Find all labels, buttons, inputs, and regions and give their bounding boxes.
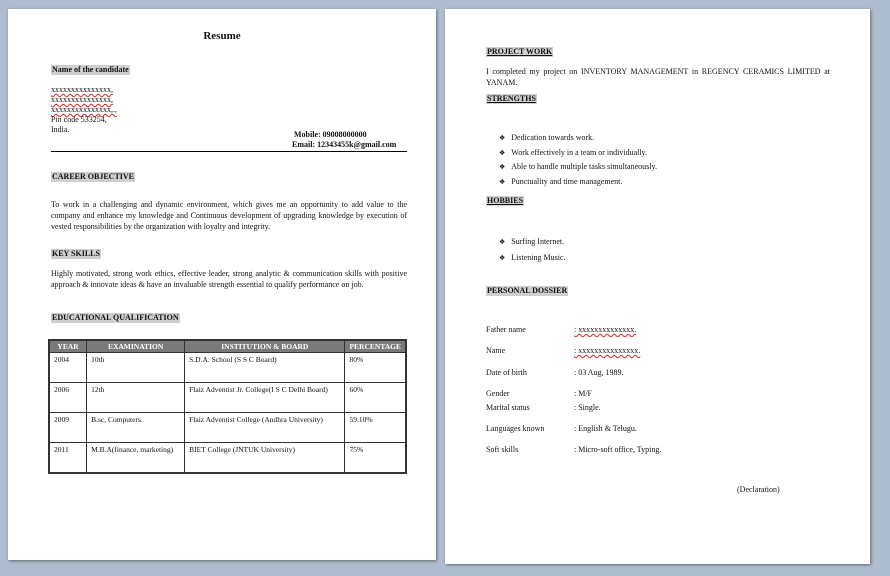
resume-page-2 [445, 9, 870, 564]
name-heading: Name of the candidate [52, 65, 129, 74]
cell-percentage: 59.10% [345, 413, 406, 443]
dossier-value: : English & Telugu. [574, 424, 637, 433]
diamond-bullet-icon: ❖ [499, 134, 506, 143]
cell-year: 2009 [49, 413, 87, 443]
cell-institution: S.D.A. School (S S C Board) [185, 353, 345, 383]
email-text: Email: 12343455k@gmail.com [292, 140, 397, 149]
hobbies-list [499, 234, 566, 266]
declaration-text: (Declaration) [737, 485, 780, 494]
cell-institution: BIET College (JNTUK University) [185, 443, 345, 474]
cell-examination: M.B.A(finance, marketing) [87, 443, 185, 474]
cell-percentage: 60% [345, 383, 406, 413]
cell-examination: B.sc, Computers. [87, 413, 185, 443]
cell-institution: Flaiz Adventist College (Andhra University) [185, 413, 345, 443]
key-skills-heading: KEY SKILLS [52, 249, 100, 258]
dossier-row [486, 368, 661, 389]
address-line-1: xxxxxxxxxxxxxxx, [51, 85, 113, 94]
dossier-label: Languages known [486, 424, 545, 433]
header-examination: EXAMINATION [87, 340, 185, 353]
list-item: ❖ Surfing Internet. [499, 237, 565, 246]
cell-year: 2004 [49, 353, 87, 383]
cell-year: 2006 [49, 383, 87, 413]
list-item: ❖ Listening Music. [499, 253, 566, 262]
dossier-row [486, 445, 661, 459]
list-item: ❖ Dedication towards work. [499, 133, 595, 143]
dossier-label: Marital status [486, 403, 530, 412]
list-item: ❖ Work effectively in a team or individually. [499, 147, 648, 157]
cell-percentage: 75% [345, 443, 406, 474]
dossier-row [486, 424, 661, 445]
key-skills-text: Highly motivated, strong work ethics, effective leader, strong analytic & communication skills with positive approach & innovate ideas & have an invaluable strength essential to qualify performance on job. [51, 269, 407, 289]
strengths-heading: STRENGTHS [487, 94, 536, 103]
resume-page-1 [8, 9, 436, 560]
cell-percentage: 80% [345, 353, 406, 383]
table-header-row [49, 340, 406, 353]
diamond-bullet-icon: ❖ [499, 238, 506, 246]
table-row [49, 443, 406, 474]
cell-examination: 10th [87, 353, 185, 383]
dossier-value: : 03 Aug, 1989. [574, 368, 624, 377]
header-institution: INSTITUTION & BOARD [185, 340, 345, 353]
dossier-label: Father name [486, 325, 526, 334]
address-line-2: xxxxxxxxxxxxxxx, [51, 95, 113, 104]
table-row [49, 353, 406, 383]
dossier-row [486, 389, 661, 403]
address-block [51, 85, 117, 135]
dossier-label: Soft skills [486, 445, 519, 454]
dossier-value: : xxxxxxxxxxxxxxx. [574, 346, 641, 355]
dossier-row [486, 403, 661, 424]
table-row [49, 413, 406, 443]
hobbies-heading: HOBBIES [487, 196, 524, 205]
dossier-value: : M/F [574, 389, 593, 398]
address-line-3: xxxxxxxxxxxxxxx,., [51, 105, 117, 114]
cell-institution: Flaiz Adventist Jr. College(I S C Delhi Board) [185, 383, 345, 413]
list-item: ❖ Punctuality and time management. [499, 176, 623, 186]
address-country: India. [51, 125, 70, 134]
cell-examination: 12th [87, 383, 185, 413]
diamond-bullet-icon: ❖ [499, 163, 506, 172]
mobile-text: Mobile: 09008000000 [294, 130, 367, 139]
table-row [49, 383, 406, 413]
strengths-list [499, 131, 657, 189]
dossier-value: : Micro-soft office, Typing. [574, 445, 662, 454]
cell-year: 2011 [49, 443, 87, 474]
dossier-row [486, 346, 661, 368]
dossier-label: Name [486, 346, 506, 355]
dossier-label: Date of birth [486, 368, 527, 377]
contact-divider [51, 151, 407, 152]
education-table [48, 339, 407, 474]
career-objective-text: To work in a challenging and dynamic environment, which gives me an opportunity to add value to the company and enhance my knowledge and Continuous development of upgrading knowledge by execution of vested responsibilities by the organization with loyalty and integrity. [51, 200, 407, 231]
diamond-bullet-icon: ❖ [499, 254, 506, 262]
project-work-heading: PROJECT WORK [487, 47, 553, 56]
address-pincode: Pin code 533254, [51, 115, 107, 124]
header-year: YEAR [49, 340, 87, 353]
diamond-bullet-icon: ❖ [499, 148, 506, 157]
dossier-row [486, 325, 661, 346]
project-work-text: I completed my project on INVENTORY MANAGEMENT in REGENCY CERAMICS LIMITED at YANAM. [486, 67, 830, 87]
page-title: Resume [203, 30, 241, 42]
education-heading: EDUCATIONAL QUALIFICATION [52, 313, 179, 322]
diamond-bullet-icon: ❖ [499, 177, 506, 186]
dossier-label: Gender [486, 389, 510, 398]
header-percentage: PERCENTAGE [345, 340, 406, 353]
career-objective-heading: CAREER OBJECTIVE [52, 172, 135, 181]
dossier-block [486, 325, 661, 459]
dossier-value: : Single. [574, 403, 601, 412]
personal-dossier-heading: PERSONAL DOSSIER [487, 286, 568, 295]
dossier-value: : xxxxxxxxxxxxxx. [574, 325, 637, 334]
list-item: ❖ Able to handle multiple tasks simultaneously. [499, 162, 657, 172]
